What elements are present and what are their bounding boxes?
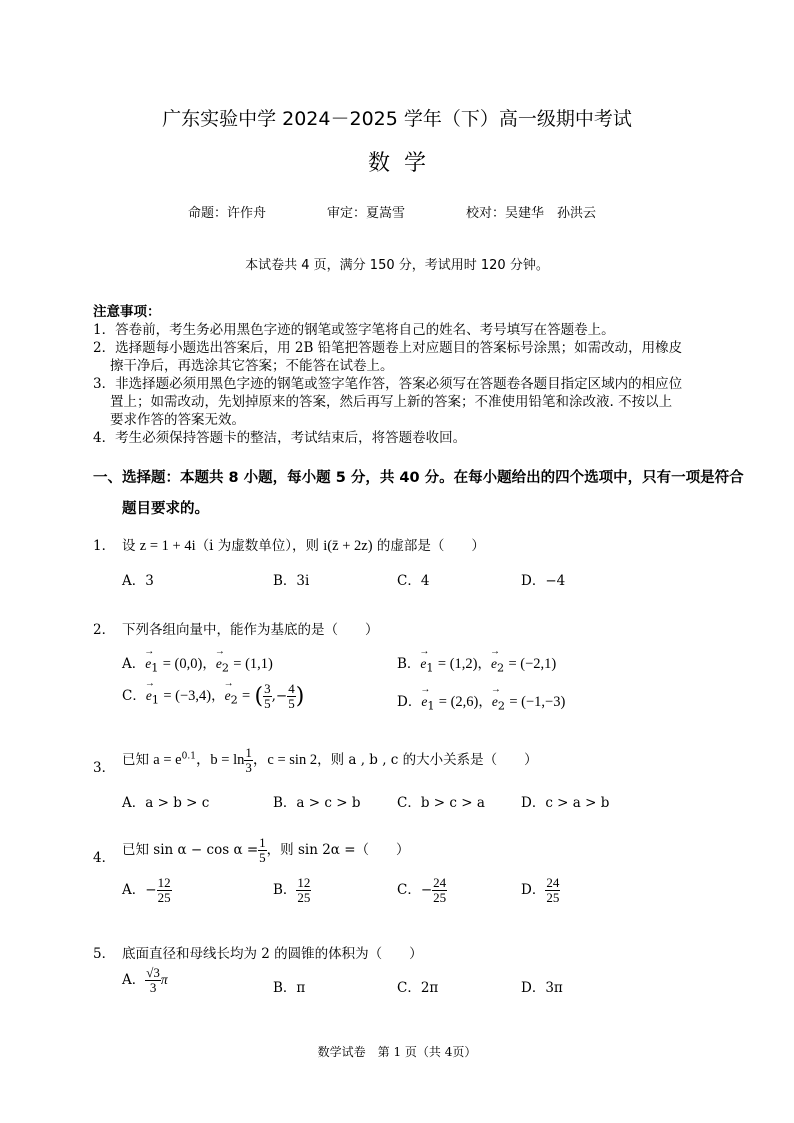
- q4-option-b: B． $\frac{12}{25}$: [273, 875, 311, 905]
- question-5-text: 底面直径和母线长均为 2 的圆锥的体积为（ ）: [122, 946, 423, 962]
- q2-option-d: D．→ $e_1 = (2,6)$，→ $e_2 = (-1,-3)$: [397, 690, 565, 713]
- q2-option-a: A．→ $e_1 = (0,0)$，→ $e_2 = (1,1)$: [122, 652, 273, 675]
- section-heading: 一、选择题：本题共 8 小题，每小题 5 分，共 40 分。在每小题给出的四个选项中，只有一项是符合: [93, 470, 744, 486]
- q1-option-c: C．4: [397, 573, 430, 589]
- q3-option-a: A．a > b > c: [122, 795, 210, 811]
- q5-option-a: A． $\frac{√3}{3}$ π: [122, 965, 168, 995]
- q3-option-d: D．c > a > b: [521, 795, 610, 811]
- notice-item: 3．非选择题必须用黑色字迹的钢笔或签字笔作答，答案必须写在答题卷各题目指定区域内的相应位: [93, 376, 683, 392]
- q2-option-c: C．→ $e_1 = (-3,4)$，→ $e_2$ = ( $\frac{3}{5}$ ,− $\frac{4}{5}$ ): [122, 682, 304, 711]
- q5-option-b: B．π: [273, 980, 306, 996]
- q3-option-c: C．b > c > a: [397, 795, 485, 811]
- notice-item: 置上；如需改动，先划掉原来的答案，然后再写上新的答案；不准使用铅笔和涂改液. 不按以上: [110, 394, 673, 410]
- q4-option-a: A．− $\frac{12}{25}$: [122, 875, 171, 905]
- exam-title: 广东实验中学 2024－2025 学年（下）高一级期中考试: [162, 108, 632, 130]
- question-number: 4．: [93, 850, 116, 866]
- q1-option-d: D．−4: [521, 573, 566, 589]
- question-number: 2．: [93, 622, 116, 638]
- q5-option-c: C．2π: [397, 980, 439, 996]
- exam-info: 本试卷共 4 页，满分 150 分，考试用时 120 分钟。: [245, 258, 549, 273]
- notice-item: 4．考生必须保持答题卡的整洁，考试结束后，将答题卷收回。: [93, 430, 467, 446]
- question-2-text: 下列各组向量中，能作为基底的是（ ）: [122, 622, 379, 638]
- question-number: 3．: [93, 760, 116, 776]
- page-footer: 数学试卷 第 1 页（共 4页）: [317, 1045, 477, 1059]
- section-heading-cont: 题目要求的。: [122, 501, 209, 517]
- notice-heading: 注意事项：: [93, 304, 161, 320]
- q3-option-b: B．a > c > b: [273, 795, 361, 811]
- q1-option-a: A．3: [122, 573, 154, 589]
- notice-item: 擦干净后，再选涂其它答案；不能答在试卷上。: [110, 358, 394, 374]
- question-4-text: 已知 sin α − cos α = $\frac{1}{5}$ ，则 sin 2α =（ ）: [122, 835, 410, 865]
- question-1-text: 设 z = 1 + 4i（i 为虚数单位），则 i(z̄ + 2z) 的虚部是（ ）: [122, 538, 485, 554]
- question-3-text: 已知 $a = e^{0.1}$，b = ln $\frac{1}{3}$ ，c = sin 2，则 a , b , c 的大小关系是（ ）: [122, 745, 538, 775]
- subject-title: 数学: [367, 151, 440, 176]
- reviewer: 审定：夏嵩雪: [327, 206, 406, 221]
- notice-item: 2．选择题每小题选出答案后，用 2B 铅笔把答题卷上对应题目的答案标号涂黑；如需改动，用橡皮: [93, 340, 683, 356]
- q2-option-b: B．→ $e_1 = (1,2)$，→ $e_2 = (-2,1)$: [397, 652, 556, 675]
- notice-item: 1．答卷前，考生务必用黑色字迹的钢笔或签字笔将自己的姓名、考号填写在答题卷上。: [93, 322, 615, 338]
- question-number: 1．: [93, 538, 116, 554]
- proposer: 命题：许作舟: [188, 206, 267, 221]
- q5-option-d: D．3π: [521, 980, 563, 996]
- question-number: 5．: [93, 946, 116, 962]
- proofreader: 校对：吴建华 孙洪云: [466, 206, 597, 221]
- q1-option-b: B．3i: [273, 573, 310, 589]
- notice-item: 要求作答的答案无效。: [110, 412, 245, 428]
- q4-option-c: C．− $\frac{24}{25}$: [397, 875, 447, 905]
- q4-option-d: D． $\frac{24}{25}$: [521, 875, 560, 905]
